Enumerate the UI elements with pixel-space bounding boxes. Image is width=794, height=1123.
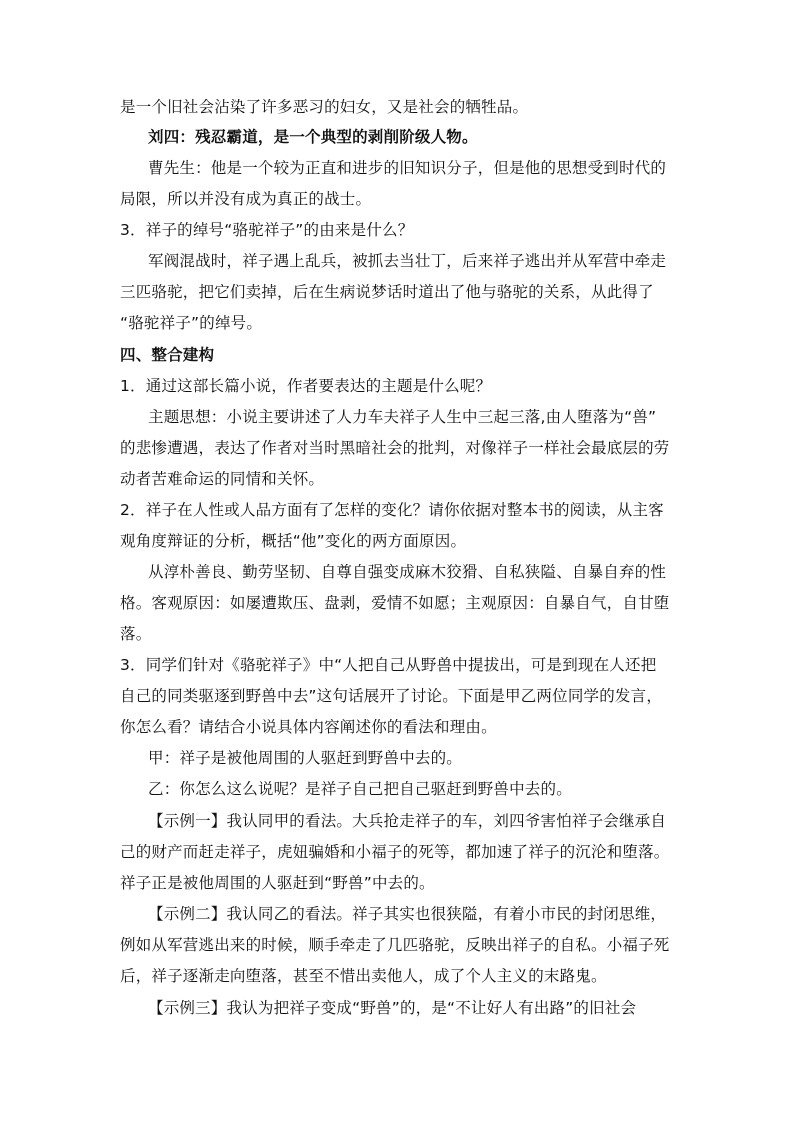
text-line: 格。客观原因：如屡遭欺压、盘剥，爱情不如愿；主观原因：自暴自气，自甘堕 [120,594,670,612]
text-line: 自己的同类驱逐到野兽中去”这句话展开了讨论。下面是甲乙两位同学的发言， [120,687,663,705]
text-line: 1．通过这部长篇小说，作者要表达的主题是什么呢？ [120,377,492,395]
text-line: 刘四：残忍霸道，是一个典型的剥削阶级人物。 [148,128,478,146]
text-line: 的悲惨遭遇，表达了作者对当时黑暗社会的批判，对像祥子一样社会最底层的劳 [120,439,670,457]
text-line: 2．祥子在人性或人品方面有了怎样的变化？请你依据对整本书的阅读，从主客 [120,501,664,519]
text-line: 祥子正是被他周围的人驱赶到“野兽”中去的。 [120,874,435,892]
text-line: 3．同学们针对《骆驼祥子》中“人把自己从野兽中提拔出，可是到现在人还把 [120,656,657,674]
text-line: 从淳朴善良、勤劳坚韧、自尊自强变成麻木狡猾、自私狭隘、自暴自弃的性 [148,563,667,581]
text-line: 例如从军营逃出来的时候，顺手牵走了几匹骆驼，反映出祥子的自私。小福子死 [120,936,670,954]
text-line: 曹先生：他是一个较为正直和进步的旧知识分子，但是他的思想受到时代的 [148,159,667,177]
text-line: 3．祥子的绰号“骆驼祥子”的由来是什么？ [120,221,414,239]
text-line: 甲：祥子是被他周围的人驱赶到野兽中去的。 [148,749,463,767]
text-line: 落。 [120,625,152,643]
text-line: 动者苦难命运的同情和关怀。 [120,470,325,488]
text-line: 你怎么看？请结合小说具体内容阐述你的看法和理由。 [120,718,497,736]
text-line: 观角度辩证的分析，概括“他”变化的两方面原因。 [120,532,467,550]
text-line: “骆驼祥子”的绰号。 [120,314,263,332]
text-line: 三匹骆驼，把它们卖掉，后在生病说梦话时道出了他与骆驼的关系，从此得了 [120,283,654,301]
text-line: 【示例三】我认为把祥子变成“野兽”的，是“不让好人有出路”的旧社会 [148,999,637,1017]
text-line: 军阀混战时，祥子遇上乱兵，被抓去当壮丁，后来祥子逃出并从军营中牵走 [148,252,667,270]
text-line: 【示例二】我认同乙的看法。祥子其实也很狭隘，有着小市民的封闭思维， [148,905,667,923]
text-line: 己的财产而赶走祥子，虎妞骗婚和小福子的死等，都加速了祥子的沉沦和堕落。 [120,843,670,861]
section-heading: 四、整合建构 [120,346,215,364]
text-line: 是一个旧社会沾染了许多恶习的妇女，又是社会的牺牲品。 [120,98,529,116]
text-line: 后，祥子逐渐走向堕落，甚至不惜出卖他人，成了个人主义的末路鬼。 [120,967,607,985]
text-line: 【示例一】我认同甲的看法。大兵抢走祥子的车，刘四爷害怕祥子会继承自 [148,812,667,830]
text-line: 乙：你怎么这么说呢？是祥子自己把自己驱赶到野兽中去的。 [148,780,572,798]
text-line: 局限，所以并没有成为真正的战士。 [120,190,372,208]
text-line: 主题思想：小说主要讲述了人力车夫祥子人生中三起三落,由人堕落为“兽” [148,408,657,426]
